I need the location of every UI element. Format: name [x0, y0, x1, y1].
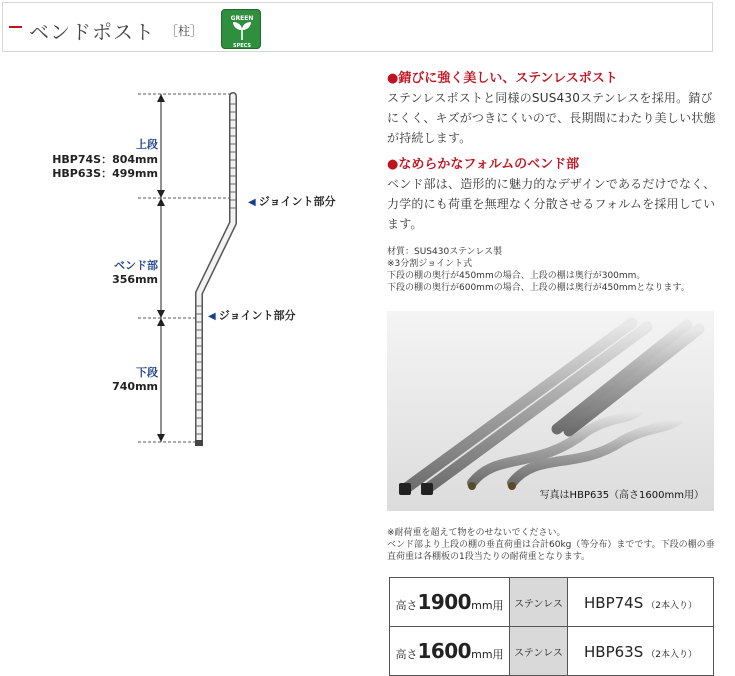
product-table	[389, 577, 714, 676]
title-tag: ［柱］	[166, 24, 203, 38]
spec-material: 材質：SUS430ステンレス製	[387, 247, 503, 257]
upper-length-hbp74s: HBP74S：804mm	[52, 153, 158, 166]
joint-callout-upper	[248, 193, 335, 209]
lower-section-label: 下段	[136, 366, 158, 379]
size-cell	[390, 627, 510, 676]
triangle-left-icon: ◀	[208, 311, 216, 322]
product-photo	[387, 311, 714, 511]
joint-label-lower: ジョイント部分	[218, 309, 296, 322]
size-unit: mm用	[471, 648, 504, 661]
feature-heading-rust: ●錆びに強く美しい、ステンレスポスト	[387, 71, 618, 86]
model-code: HBP63S	[584, 642, 644, 661]
upper-section-label: 上段	[136, 138, 158, 151]
photo-caption: 写真はHBP635（高さ1600mm用）	[539, 490, 704, 501]
feature-heading-bend: ●なめらかなフォルムのベンド部	[387, 157, 580, 172]
size-unit: mm用	[471, 599, 504, 612]
size-cell	[390, 578, 510, 627]
load-notes	[387, 527, 717, 563]
joint-callout-lower	[208, 307, 295, 323]
table-row	[390, 627, 714, 676]
joint-label-upper: ジョイント部分	[258, 195, 336, 208]
spec-notes	[387, 246, 717, 294]
post-dimension-diagram	[52, 88, 350, 458]
section-header	[2, 2, 713, 52]
spec-note-1: 下段の棚の奥行が450mmの場合、上段の棚は奥行が300mm。	[387, 271, 646, 281]
material-cell: ステンレス	[510, 627, 568, 676]
bend-section-label: ベンド部	[114, 259, 158, 272]
load-note-2: ベンド部より上段の棚の垂直荷重は合計60kg（等分布）までです。下段の棚の垂直荷重は各棚板の1段当たりの耐荷重となります。	[387, 540, 715, 562]
material-cell: ステンレス	[510, 578, 568, 627]
feature-body-rust: ステンレスポストと同様のSUS430ステンレスを採用。錆びにくく、キズがつきにくいので、長期間にわたり美しい状態が持続します。	[387, 91, 716, 145]
model-qty: （2本入り）	[646, 600, 697, 611]
model-code: HBP74S	[584, 593, 644, 612]
spec-joint: ※3分割ジョイント式	[387, 259, 473, 269]
post-drawing	[60, 88, 350, 458]
load-note-1: ※耐荷重を超えて物をのせないでください。	[387, 528, 566, 538]
upper-length-hbp63s: HBP63S：499mm	[52, 167, 158, 180]
feature-body-bend: ベンド部は、造形的に魅力的なデザインであるだけでなく、力学的にも荷重を無理なく分散させるフォルムを採用しています。	[387, 177, 716, 231]
badge-text-bottom: SPECS	[232, 43, 252, 49]
page-title: ベンドポスト	[29, 20, 155, 44]
model-qty: （2本入り）	[646, 649, 697, 660]
spec-note-2: 下段の棚の奥行が600mmの場合、上段の棚は奥行が450mmとなります。	[387, 283, 690, 293]
product-photo-drawing	[387, 311, 714, 511]
green-specs-badge-icon	[221, 9, 261, 49]
size-number: 1600	[417, 639, 472, 663]
size-number: 1900	[417, 590, 472, 614]
size-prefix: 高さ	[395, 599, 418, 612]
feature-list	[387, 70, 717, 242]
lower-length: 740mm	[112, 380, 158, 393]
table-row	[390, 578, 714, 627]
size-prefix: 高さ	[395, 648, 418, 661]
model-cell	[568, 627, 714, 676]
badge-text-top: GREEN	[230, 15, 254, 22]
model-cell	[568, 578, 714, 627]
header-accent-bar	[9, 26, 22, 28]
triangle-left-icon: ◀	[248, 197, 256, 208]
bend-length: 356mm	[112, 273, 158, 286]
